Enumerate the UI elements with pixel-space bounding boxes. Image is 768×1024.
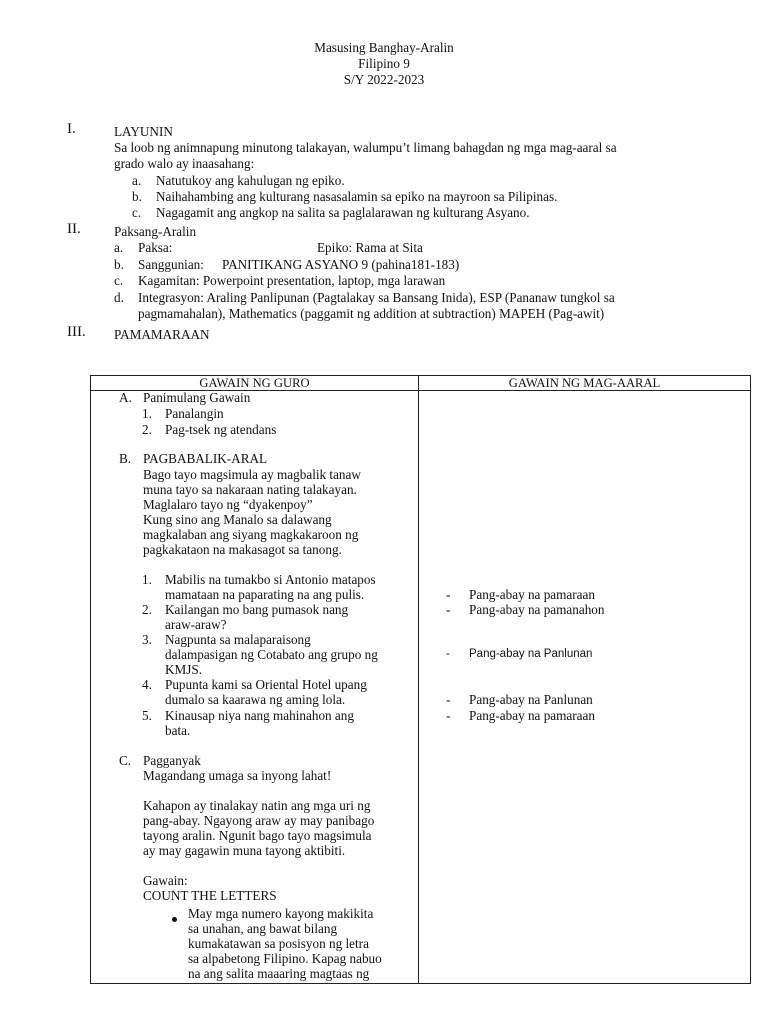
part-b-title: PAGBABALIK-ARAL — [143, 451, 268, 466]
sanggunian-value: PANITIKANG ASYANO 9 (pahina181-183) — [222, 257, 460, 272]
question-2-line-1: Kailangan mo bang pumasok nang — [165, 602, 349, 617]
objective-b-marker: b. — [132, 189, 142, 204]
question-3-line-3: KMJS. — [165, 662, 203, 677]
kagamitan: Kagamitan: Powerpoint presentation, laptop, mga larawan — [138, 273, 446, 288]
answer-1: Pang-abay na pamaraan — [469, 587, 595, 602]
section-1-numeral: I. — [67, 121, 76, 137]
section-2-heading: Paksang-Aralin — [114, 224, 197, 239]
col-header-guro: GAWAIN NG GURO — [199, 376, 310, 390]
part-b-marker: B. — [119, 451, 132, 466]
item-b-marker: b. — [114, 257, 124, 272]
bullet-line-3: kumakatawan sa posisyon ng letra — [188, 936, 369, 951]
column-divider — [418, 376, 419, 983]
section-1-intro-line-2: grado walo ay inaasahang: — [114, 156, 255, 171]
part-b-line-5: magkalaban ang siyang magkakaroon ng — [143, 527, 359, 542]
section-3-heading: PAMAMARAAN — [114, 327, 210, 342]
answer-5: Pang-abay na pamaraan — [469, 708, 595, 723]
question-5-line-1: Kinausap niya nang mahinahon ang — [165, 708, 354, 723]
part-b-line-2: muna tayo sa nakaraan nating talakayan. — [143, 482, 357, 497]
objective-c-marker: c. — [132, 205, 142, 220]
item-c-marker: c. — [114, 273, 124, 288]
answer-3-dash: - — [446, 648, 450, 660]
part-c-para-2: pang-abay. Ngayong araw ay may panibago — [143, 813, 375, 828]
bullet-icon — [172, 910, 177, 925]
col-header-mag-aaral: GAWAIN NG MAG-AARAL — [508, 376, 661, 390]
item-a-marker: a. — [114, 240, 124, 255]
question-5-marker: 5. — [142, 708, 152, 723]
part-a-item-1: Panalangin — [165, 406, 224, 421]
answer-4-dash: - — [446, 692, 451, 707]
integrasyon-line-1: Integrasyon: Araling Panlipunan (Pagtalakay sa Bansang Inida), ESP (Pananaw tungkol sa — [138, 290, 615, 305]
question-3-line-2: dalampasigan ng Cotabato ang grupo ng — [165, 647, 378, 662]
paksa-value: Epiko: Rama at Sita — [317, 240, 423, 255]
part-a-item-2-marker: 2. — [142, 422, 152, 437]
answer-3: Pang-abay na Panlunan — [469, 648, 593, 660]
item-d-marker: d. — [114, 290, 124, 305]
school-year: S/Y 2022-2023 — [343, 72, 425, 87]
part-c-para-1: Kahapon ay tinalakay natin ang mga uri ng — [143, 798, 371, 813]
question-5-line-2: bata. — [165, 723, 191, 738]
part-b-line-4: Kung sino ang Manalo sa dalawang — [143, 512, 332, 527]
question-4-line-1: Pupunta kami sa Oriental Hotel upang — [165, 677, 367, 692]
objective-b: Naihahambing ang kulturang nasasalamin sa epiko na mayroon sa Pilipinas. — [156, 189, 558, 204]
gawain-label: Gawain: — [143, 873, 188, 888]
part-a-item-1-marker: 1. — [142, 406, 152, 421]
objective-a-marker: a. — [132, 173, 142, 188]
part-c-title: Pagganyak — [143, 753, 201, 768]
bullet-line-1: May mga numero kayong makikita — [188, 906, 374, 921]
document-title: Masusing Banghay-Aralin — [314, 40, 454, 55]
part-c-marker: C. — [119, 753, 132, 768]
question-4-marker: 4. — [142, 677, 152, 692]
section-1-heading: LAYUNIN — [114, 124, 173, 139]
question-2-marker: 2. — [142, 602, 152, 617]
answer-2-dash: - — [446, 602, 451, 617]
section-1-intro-line-1: Sa loob ng animnapung minutong talakayan, walumpu’t limang bahagdan ng mga mag-aaral sa — [114, 140, 617, 155]
activity-title: COUNT THE LETTERS — [143, 888, 277, 903]
part-b-line-1: Bago tayo magsimula ay magbalik tanaw — [143, 467, 361, 482]
question-4-line-2: dumalo sa kaarawa ng aming lola. — [165, 692, 346, 707]
part-c-greeting: Magandang umaga sa inyong lahat! — [143, 768, 332, 783]
question-1-line-1: Mabilis na tumakbo si Antonio matapos — [165, 572, 376, 587]
answer-1-dash: - — [446, 587, 451, 602]
integrasyon-line-2: pagmamahalan), Mathematics (paggamit ng addition at subtraction) MAPEH (Pag-awit) — [138, 306, 605, 321]
section-2-numeral: II. — [67, 221, 81, 237]
bullet-line-5: na ang salita maaaring magtaas ng — [188, 966, 370, 981]
part-c-para-3: tayong aralin. Ngunit bago tayo magsimula — [143, 828, 372, 843]
section-3-numeral: III. — [67, 324, 86, 340]
objective-a: Natutukoy ang kahulugan ng epiko. — [156, 173, 345, 188]
answer-5-dash: - — [446, 708, 451, 723]
part-c-para-4: ay may gagawin muna tayong aktibiti. — [143, 843, 346, 858]
question-1-marker: 1. — [142, 572, 152, 587]
answer-4: Pang-abay na Panlunan — [469, 692, 593, 707]
document-subject: Filipino 9 — [358, 56, 410, 71]
question-2-line-2: araw-araw? — [165, 617, 227, 632]
question-3-line-1: Nagpunta sa malaparaisong — [165, 632, 311, 647]
paksa-label: Paksa: — [138, 240, 173, 255]
part-b-line-6: pagkakataon na makasagot sa tanong. — [143, 542, 342, 557]
question-3-marker: 3. — [142, 632, 152, 647]
answer-2: Pang-abay na pamanahon — [469, 602, 605, 617]
part-a-item-2: Pag-tsek ng atendans — [165, 422, 277, 437]
part-a-title: Panimulang Gawain — [143, 390, 251, 405]
question-1-line-2: mamataan na paparating na ang pulis. — [165, 587, 365, 602]
bullet-line-2: sa unahan, ang bawat bilang — [188, 921, 338, 936]
bullet-line-4: sa alpabetong Filipino. Kapag nabuo — [188, 951, 382, 966]
part-a-marker: A. — [119, 390, 132, 405]
part-b-line-3: Maglalaro tayo ng “dyakenpoy” — [143, 497, 313, 512]
sanggunian-label: Sanggunian: — [138, 257, 204, 272]
objective-c: Nagagamit ang angkop na salita sa paglalarawan ng kulturang Asyano. — [156, 205, 530, 220]
